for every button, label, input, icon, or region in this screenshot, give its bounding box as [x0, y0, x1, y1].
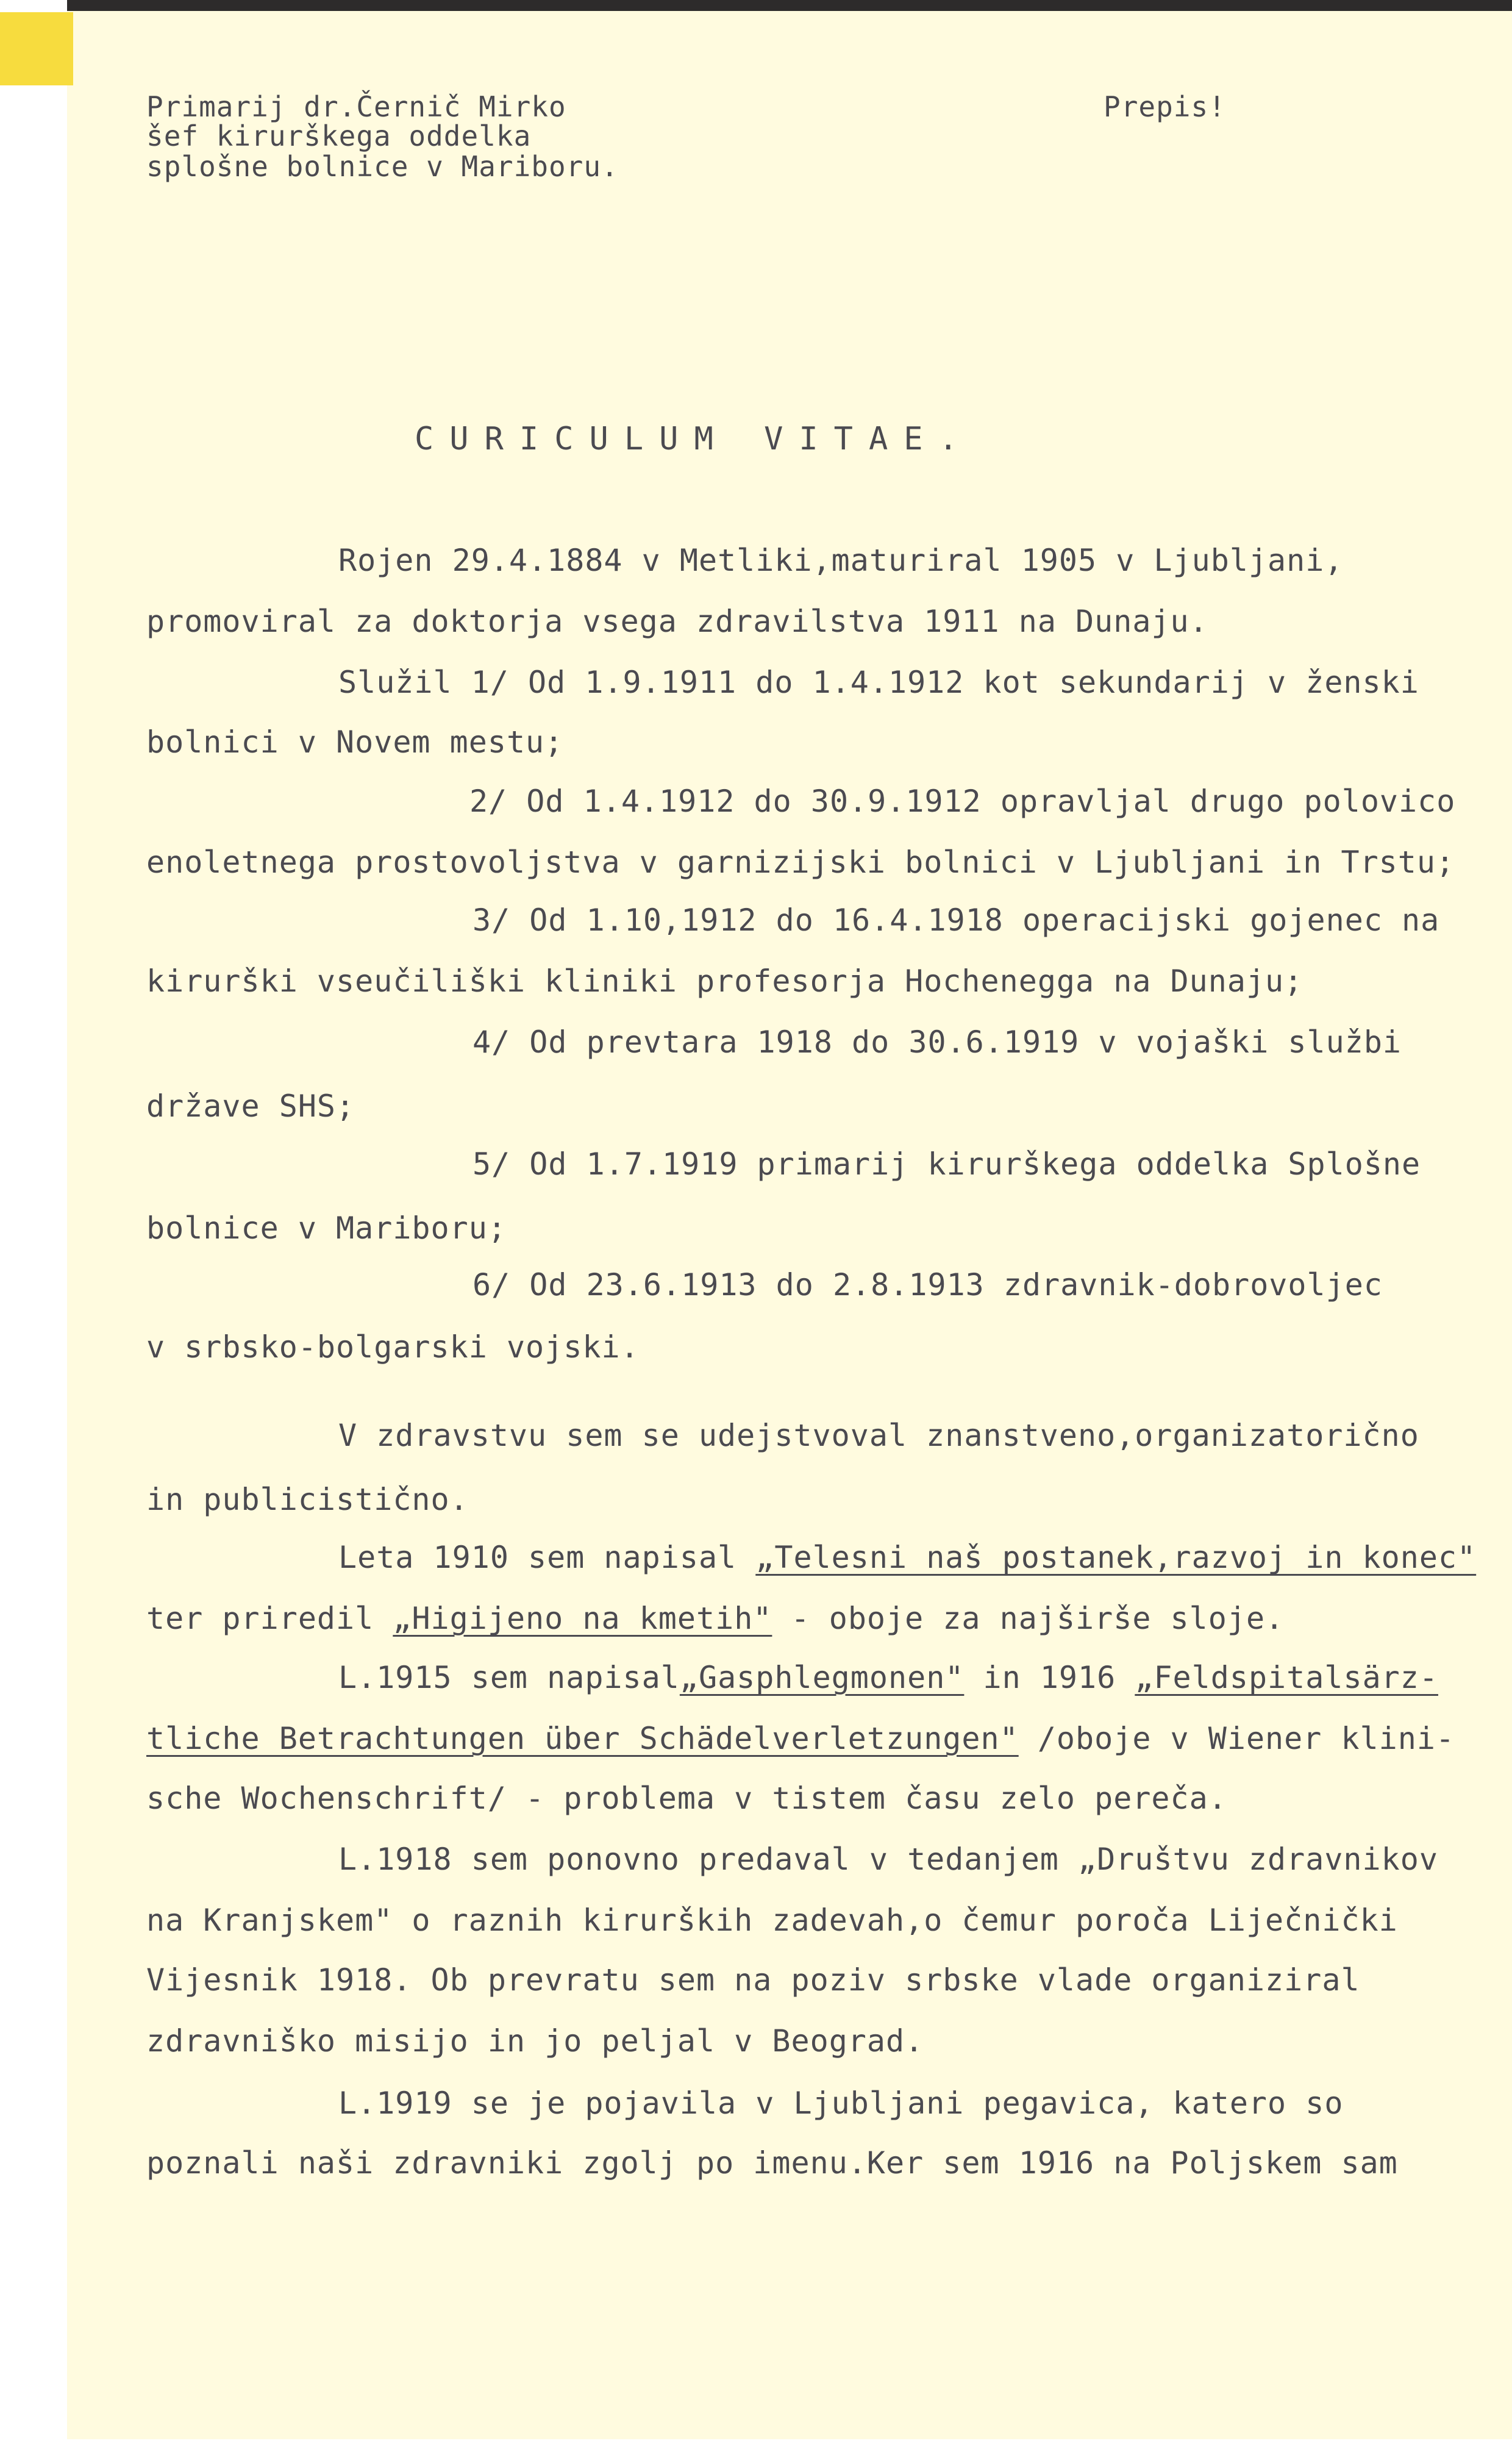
paragraph-line	[338, 1540, 1476, 1575]
paragraph-line: sche Wochenschrift/ - problema v tistem času zelo pereča.	[146, 1781, 1227, 1816]
copy-mark: Prepis!	[1104, 90, 1226, 123]
text-run: /oboje v Wiener klini-	[1018, 1721, 1455, 1756]
paragraph-line: L.1919 se je pojavila v Ljubljani pegavica, katero so	[338, 2086, 1344, 2121]
paragraph-line: poznali naši zdravniki zgolj po imenu.Ker sem 1916 na Poljskem sam	[146, 2145, 1398, 2181]
paragraph-line: promoviral za doktorja vsega zdravilstva 1911 na Dunaju.	[146, 604, 1208, 639]
paragraph-line: enoletnega prostovoljstva v garnizijski bolnici v Ljubljani in Trstu;	[146, 845, 1455, 880]
paragraph-line: L.1918 sem ponovno predaval v tedanjem „Društvu zdravnikov	[338, 1842, 1438, 1877]
text-run: - oboje za najširše sloje.	[772, 1601, 1285, 1636]
paragraph-line: in publicistično.	[146, 1482, 469, 1517]
document-title: CURICULUM VITAE.	[415, 421, 974, 457]
paragraph-line: v srbsko-bolgarski vojski.	[146, 1329, 640, 1365]
paragraph-line: bolnice v Mariboru;	[146, 1210, 507, 1246]
paragraph-line: 6/ Od 23.6.1913 do 2.8.1913 zdravnik-dobrovoljec	[472, 1267, 1383, 1303]
text-run: ter priredil	[146, 1601, 393, 1636]
scan-margin-left	[0, 0, 67, 2463]
paragraph-line: Vijesnik 1918. Ob prevratu sem na poziv srbske vlade organiziral	[146, 1962, 1360, 1998]
scan-margin-bottom	[0, 2439, 1512, 2463]
paragraph-line: 2/ Od 1.4.1912 do 30.9.1912 opravljal drugo polovico	[469, 784, 1456, 819]
book-title: „Higijeno na kmetih"	[393, 1601, 772, 1636]
paragraph-line: 3/ Od 1.10,1912 do 16.4.1918 operacijski gojenec na	[472, 903, 1440, 938]
paragraph-line: zdravniško misijo in jo peljal v Beograd.	[146, 2023, 924, 2059]
paragraph-line: 4/ Od prevtara 1918 do 30.6.1919 v vojaški službi	[472, 1024, 1402, 1060]
paragraph-line: kirurški vseučiliški kliniki profesorja Hochenegga na Dunaju;	[146, 963, 1303, 999]
sender-line-2: šef kirurškega oddelka	[146, 120, 532, 152]
paragraph-line: Služil 1/ Od 1.9.1911 do 1.4.1912 kot sekundarij v ženski	[338, 665, 1419, 700]
text-run: Leta 1910 sem napisal	[338, 1540, 756, 1575]
paragraph-line	[338, 1660, 1438, 1695]
paragraph-line: V zdravstvu sem se udejstvoval znanstveno,organizatorično	[338, 1418, 1419, 1453]
sender-line-3: splošne bolnice v Mariboru.	[146, 150, 619, 183]
book-title: „Telesni naš postanek,razvoj in konec"	[755, 1540, 1477, 1575]
paragraph-line	[146, 1601, 1284, 1636]
sender-line-1: Primarij dr.Černič Mirko	[146, 90, 566, 123]
paragraph-line	[146, 1721, 1455, 1756]
text-run: in 1916	[964, 1660, 1135, 1695]
paragraph-line: države SHS;	[146, 1089, 355, 1124]
yellow-tab-mark	[0, 12, 73, 85]
scan-edge-top	[67, 0, 1512, 11]
article-title: tliche Betrachtungen über Schädelverletzungen"	[146, 1721, 1019, 1756]
paragraph-line: bolnici v Novem mestu;	[146, 724, 564, 760]
paragraph-line: 5/ Od 1.7.1919 primarij kirurškega oddelka Splošne	[472, 1146, 1421, 1182]
article-title: „Feldspitalsärz-	[1135, 1660, 1438, 1695]
paragraph-line: Rojen 29.4.1884 v Metliki,maturiral 1905 v Ljubljani,	[338, 543, 1344, 578]
article-title: „Gasphlegmonen"	[679, 1660, 965, 1695]
text-run: L.1915 sem napisal	[338, 1660, 680, 1695]
paragraph-line: na Kranjskem" o raznih kirurških zadevah,o čemur poroča Liječnički	[146, 1903, 1398, 1938]
